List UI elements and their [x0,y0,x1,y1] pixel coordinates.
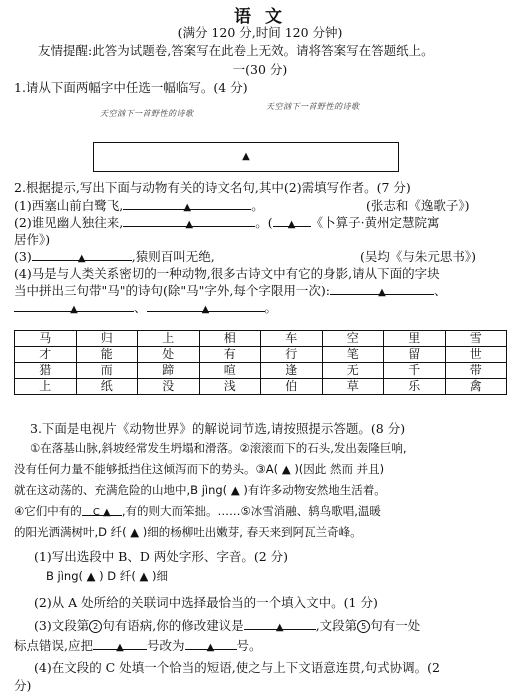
grid-cell: 上 [138,331,200,347]
q3-sub-4-cont: 分) [14,678,32,693]
answer-marker: ▲ [242,151,250,162]
q2-line-4b: 当中拼出三句带"马"的诗句(除"马"字外,每个字限用一次): ▲ 、 [14,283,447,298]
answer-blank[interactable]: ▲ [244,617,316,630]
copy-answer-box[interactable] [93,142,399,172]
grid-cell: 纸 [76,379,138,395]
q2-line-4: (4)马是与人类关系密切的一种动物,很多古诗文中有它的身影,请从下面的字块 [14,266,440,281]
answer-blank[interactable]: ▲ [14,299,134,312]
section-label: 一(30 分) [232,62,288,77]
answer-blank[interactable]: ▲ [32,248,132,261]
grid-cell: 车 [261,331,323,347]
answer-blank[interactable]: ▲ [123,214,255,227]
q3-sub-3: (3)文段第 2 句有语病,你的修改建议是 ▲ ,文段第 5 句有一处 [34,618,421,633]
grid-cell: 乐 [384,379,446,395]
grid-cell: 留 [384,347,446,363]
q3-passage-line-5: 的阳光洒满树叶,D 纤( ▲ )细的杨柳吐出嫩芽, 春天来到阿瓦兰奇峰。 [14,525,362,539]
grid-cell: 行 [261,347,323,363]
grid-cell: 浅 [199,379,261,395]
answer-blank[interactable]: ▲ [330,282,434,295]
grid-cell: 归 [76,331,138,347]
author-blank[interactable]: ▲ [273,214,311,227]
grid-cell: 里 [384,331,446,347]
question-1: 1.请从下面两幅字中任选一幅临写。(4 分) [14,80,248,95]
grid-cell: 有 [199,347,261,363]
page-title: 语 文 [234,7,286,27]
grid-cell: 马 [15,331,77,347]
grid-cell: 喧 [199,363,261,379]
grid-row [15,363,507,379]
q3-passage-line-3: 就在这动荡的、充满危险的山地中,B jìng( ▲ )有许多动物安然地生活着。 [14,483,386,497]
grid-cell: 雪 [445,331,507,347]
grid-cell: 伯 [261,379,323,395]
calligraphy-sample-1: 天空汹下一首野性的诗歌 [100,109,194,118]
q2-line-2-cont: 居作》) [14,232,51,247]
question-2-stem: 2.根据提示,写出下面与动物有关的诗文名句,其中(2)需填写作者。(7 分) [14,180,411,195]
answer-blank-c[interactable]: C ▲ [82,503,122,516]
q2-line-3: (3) ▲ ,猿则百叫无绝, (吴均《与朱元思书》) [14,249,477,264]
grid-cell: 而 [76,363,138,379]
grid-cell: 能 [76,347,138,363]
q2-line-2: (2)谁见幽人独往来, ▲ 。( ▲ 《卜算子·黄州定慧院寓 [14,215,440,230]
grid-cell: 相 [199,331,261,347]
grid-cell: 蹄 [138,363,200,379]
answer-blank[interactable]: ▲ [147,299,265,312]
answer-blank[interactable]: ▲ [123,197,251,210]
grid-cell: 逢 [261,363,323,379]
exam-info: (满分 120 分,时间 120 分钟) [177,25,343,40]
grid-cell: 没 [138,379,200,395]
q3-passage-line-4: ④它们中有的 C ▲ ,有的则大而笨拙。……⑤冰雪消融、鸫鸟歌唱,温暖 [14,504,381,518]
q3-sub-2: (2)从 A 处所给的关联词中选择最恰当的一个填入文中。(1 分) [34,595,378,610]
q3-sub-1-answer: B jìng( ▲ ) D 纤( ▲ )细 [46,569,168,583]
q3-sub-4: (4)在文段的 C 处填一个恰当的短语,使之与上下文语意连贯,句式协调。(2 [34,660,440,675]
grid-cell: 带 [445,363,507,379]
grid-row [15,379,507,395]
grid-cell: 禽 [445,379,507,395]
grid-row [15,347,507,363]
q3-sub-1: (1)写出选段中 B、D 两处字形、字音。(2 分) [34,549,289,564]
question-3-stem: 3.下面是电视片《动物世界》的解说词节选,请按照提示答题。(8 分) [30,421,406,436]
q3-passage-line-2: 没有任何力量不能够抵挡住这倾泻而下的势头。③A( ▲ )(因此 然而 并且) [14,462,385,476]
grid-cell: 草 [322,379,384,395]
grid-cell: 才 [15,347,77,363]
grid-cell: 处 [138,347,200,363]
grid-cell: 笔 [322,347,384,363]
q2-line-1: (1)西塞山前白鹭飞, ▲ 。 (张志和《逸歌子》) [14,198,470,213]
character-grid [14,330,507,395]
grid-cell: 上 [15,379,77,395]
q3-sub-3-cont: 标点错误,应把 ▲ 号改为 ▲ 号。 [14,638,262,653]
grid-cell: 无 [322,363,384,379]
q3-passage-line-1: ①在落基山脉,斜坡经常发生坍塌和滑落。②滚滚而下的石头,发出轰隆巨响, [30,441,407,455]
q2-line-4c: ▲ 、 ▲ 。 [14,299,510,316]
grid-cell: 世 [445,347,507,363]
grid-cell: 猎 [15,363,77,379]
grid-cell: 千 [384,363,446,379]
friendly-tip: 友情提醒:此答为试题卷,答案写在此卷上无效。请将答案写在答题纸上。 [38,43,434,58]
grid-row [15,331,507,347]
grid-cell: 空 [322,331,384,347]
answer-blank[interactable]: ▲ [185,637,237,650]
answer-blank[interactable]: ▲ [93,637,147,650]
calligraphy-sample-2: 天空汹下一首野性的诗歌 [266,102,360,111]
